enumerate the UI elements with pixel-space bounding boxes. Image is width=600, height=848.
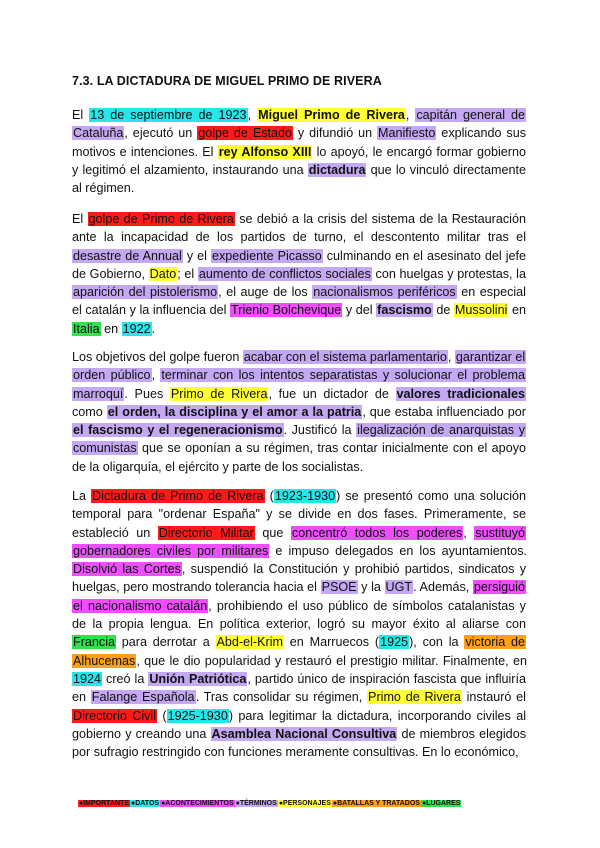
highlight-personajes: Miguel Primo de Rivera bbox=[258, 108, 405, 122]
highlight-terminos: dictadura bbox=[308, 162, 366, 177]
highlight-terminos: Manifiesto bbox=[378, 126, 436, 141]
text-run: e impuso delegados en los ayuntamientos. bbox=[269, 543, 528, 558]
text-run: , ejecutó un bbox=[124, 126, 198, 141]
highlight-personajes: Mussolini bbox=[454, 303, 508, 318]
text-run: y difundió un bbox=[293, 126, 378, 141]
highlight-datos: 1923-1930 bbox=[274, 489, 336, 503]
text-run: , bbox=[405, 108, 416, 122]
text-run: ; el bbox=[177, 266, 198, 281]
text-run: . Pues bbox=[124, 386, 170, 401]
legend-item-personajes: ●PERSONAJES bbox=[278, 800, 331, 807]
text-run: , bbox=[151, 368, 161, 383]
highlight-importante: Directorio Militar bbox=[158, 525, 254, 540]
highlight-terminos: acabar con el sistema parlamentario bbox=[243, 350, 447, 364]
text-run: ), con la bbox=[409, 635, 465, 650]
text-run: ) para legitimar la dictadura, incorporando civiles al gobierno y creando una bbox=[72, 708, 527, 741]
highlight-acontecimientos: persiguió el nacionalismo catalán bbox=[73, 580, 525, 613]
text-run: en bbox=[100, 321, 122, 336]
highlight-datos: 13 de septiembre de 1923 bbox=[90, 108, 247, 122]
highlight-terminos: el fascismo y el regeneracionismo bbox=[73, 423, 283, 438]
highlight-acontecimientos: concentró todos los poderes bbox=[291, 525, 463, 540]
highlight-lugares: Italia bbox=[73, 321, 100, 336]
text-run: y el bbox=[182, 248, 211, 263]
text-run: . Además, bbox=[413, 580, 473, 595]
highlight-importante: golpe de Estado bbox=[198, 126, 293, 141]
legend-item-acontecimientos: ●ACONTECIMIENTOS bbox=[161, 800, 234, 807]
highlight-terminos: aparición del pistolerismo bbox=[73, 285, 218, 300]
text-run: instauró el bbox=[461, 690, 526, 705]
text-run: con huelgas y protestas, la bbox=[371, 266, 526, 281]
highlight-datos: 1925 bbox=[380, 635, 409, 650]
highlight-lugares: Francia bbox=[73, 635, 115, 650]
highlight-terminos: expediente Picasso bbox=[211, 248, 322, 263]
text-run: que lo vinculó directamente al régimen. bbox=[72, 162, 526, 196]
text-run: ) se presentó como una solución temporal para "ordenar España" y se divide en dos fases. Primeramente, se estableció un bbox=[72, 489, 526, 540]
document-title: 7.3. LA DICTADURA DE MIGUEL PRIMO DE RIVERA bbox=[72, 74, 382, 88]
legend-item-datos: ●DATOS bbox=[130, 800, 160, 807]
legend-item-batallas: ●BATALLAS Y TRATADOS bbox=[332, 800, 420, 807]
text-run: El bbox=[72, 108, 90, 122]
text-run: , fue un dictador de bbox=[268, 386, 396, 401]
highlight-acontecimientos: Trienio Bolchevique bbox=[231, 303, 342, 318]
highlight-personajes: Primo de Rivera bbox=[368, 690, 461, 705]
text-run: como bbox=[72, 404, 107, 419]
paragraph-intro bbox=[72, 106, 526, 197]
text-run: de miembros elegidos por sufragio restringido con funciones meramente consultivas. En lo económico, bbox=[72, 726, 526, 760]
highlight-personajes: Primo de Rivera bbox=[170, 386, 268, 401]
text-run: en especial el catalán y la influencia del bbox=[72, 285, 526, 318]
text-run: Los objetivos del golpe fueron bbox=[72, 350, 243, 364]
text-run: , suspendió la Constitución y prohibió partidos, sindicatos y huelgas, pero mostrando tolerancia hacia el bbox=[72, 562, 526, 595]
text-run: . bbox=[151, 321, 156, 336]
highlight-importante: Directorio Civil bbox=[73, 708, 157, 723]
highlight-terminos: garantizar el orden público bbox=[73, 350, 526, 383]
highlight-terminos: fascismo bbox=[377, 303, 432, 318]
text-run: en bbox=[508, 303, 526, 318]
highlight-datos: 1924 bbox=[73, 671, 102, 686]
paragraph-objectives bbox=[72, 348, 526, 476]
highlight-terminos: capitán general de Cataluña bbox=[73, 108, 526, 141]
text-run: , prohibiendo el uso público de símbolos catalanistas y de la propia lengua. En política exterior, logró su mayor éxito al aliarse con bbox=[72, 598, 526, 632]
highlight-batallas: victoria de Alhucemas bbox=[73, 635, 526, 668]
highlight-terminos: UGT bbox=[385, 580, 413, 595]
text-run: , que estaba influenciado por bbox=[362, 404, 526, 419]
text-run: El bbox=[72, 212, 88, 226]
highlight-terminos: el orden, la disciplina y el amor a la patria bbox=[107, 404, 362, 419]
text-run: lo apoyó, le encargó formar gobierno y legitimó el alzamiento, instaurando una bbox=[72, 144, 526, 177]
text-run: , que le dio popularidad y restauró el prestigio militar. Finalmente, en bbox=[136, 653, 527, 668]
legend-item-importante: ●IMPORTANTE bbox=[79, 800, 129, 807]
highlight-terminos: desastre de Annual bbox=[73, 248, 182, 263]
highlight-personajes: rey Alfonso XIII bbox=[218, 144, 312, 159]
paragraph-phases bbox=[72, 487, 526, 761]
highlight-terminos: aumento de conflictos sociales bbox=[198, 266, 371, 281]
color-legend bbox=[78, 800, 522, 807]
text-run: que se oponían a su régimen, tras contar inicialmente con el apoyo de la oligarquía, el ejército y parte de los socialistas. bbox=[72, 441, 526, 474]
highlight-terminos: terminar con los intentos separatistas y solucionar el problema marroquí bbox=[73, 368, 525, 401]
legend-item-lugares: ●LUGARES bbox=[421, 800, 461, 807]
text-run: de bbox=[432, 303, 454, 318]
text-run: culminando en el asesinato del jefe de Gobierno, bbox=[72, 248, 527, 281]
highlight-terminos: Asamblea Nacional Consultiva bbox=[211, 726, 397, 741]
highlight-personajes: Dato bbox=[149, 266, 177, 281]
text-run: para derrotar a bbox=[116, 635, 216, 650]
highlight-importante: golpe de Primo de Rivera bbox=[88, 212, 234, 226]
highlight-importante: Dictadura de Primo de Rivera bbox=[92, 489, 264, 503]
paragraph-causes bbox=[72, 210, 526, 338]
text-run: , bbox=[447, 350, 455, 364]
highlight-acontecimientos: Disolvió las Cortes bbox=[73, 562, 181, 577]
text-run: , el auge de los bbox=[218, 285, 313, 300]
text-run: y la bbox=[357, 580, 385, 595]
text-run: . Tras consolidar su régimen, bbox=[195, 690, 368, 705]
highlight-datos: 1925-1930 bbox=[167, 708, 228, 723]
text-run: , bbox=[247, 108, 258, 122]
highlight-datos: 1922 bbox=[122, 321, 151, 336]
text-run: ( bbox=[157, 708, 167, 723]
text-run: se debió a la crisis del sistema de la Restauración ante la incapacidad de los partidos de turno, el descontento militar tras el bbox=[72, 212, 526, 245]
text-run: en Marruecos ( bbox=[283, 635, 380, 650]
text-run: ( bbox=[264, 489, 274, 503]
highlight-terminos: Falange Española bbox=[91, 690, 195, 705]
highlight-terminos: nacionalismos periféricos bbox=[313, 285, 456, 300]
highlight-terminos: valores tradicionales bbox=[396, 386, 525, 401]
text-run: La bbox=[72, 489, 92, 503]
highlight-personajes: Abd-el-Krim bbox=[216, 635, 283, 650]
text-run: que bbox=[254, 525, 291, 540]
text-run: , bbox=[463, 525, 475, 540]
highlight-terminos: ilegalización de anarquistas y comunistas bbox=[73, 423, 525, 456]
legend-item-terminos: ●TÉRMINOS bbox=[235, 800, 277, 807]
text-run: , partido único de inspiración fascista que influiría en bbox=[72, 671, 526, 705]
text-run: . Justificó la bbox=[283, 423, 357, 438]
highlight-acontecimientos: sustituyó gobernadores civiles por militares bbox=[73, 525, 525, 558]
text-run: creó la bbox=[102, 671, 149, 686]
text-run: explicando sus motivos e intenciones. El bbox=[72, 126, 527, 159]
highlight-terminos: Unión Patriótica bbox=[149, 671, 247, 686]
text-run: y del bbox=[342, 303, 377, 318]
highlight-terminos: PSOE bbox=[321, 580, 357, 595]
